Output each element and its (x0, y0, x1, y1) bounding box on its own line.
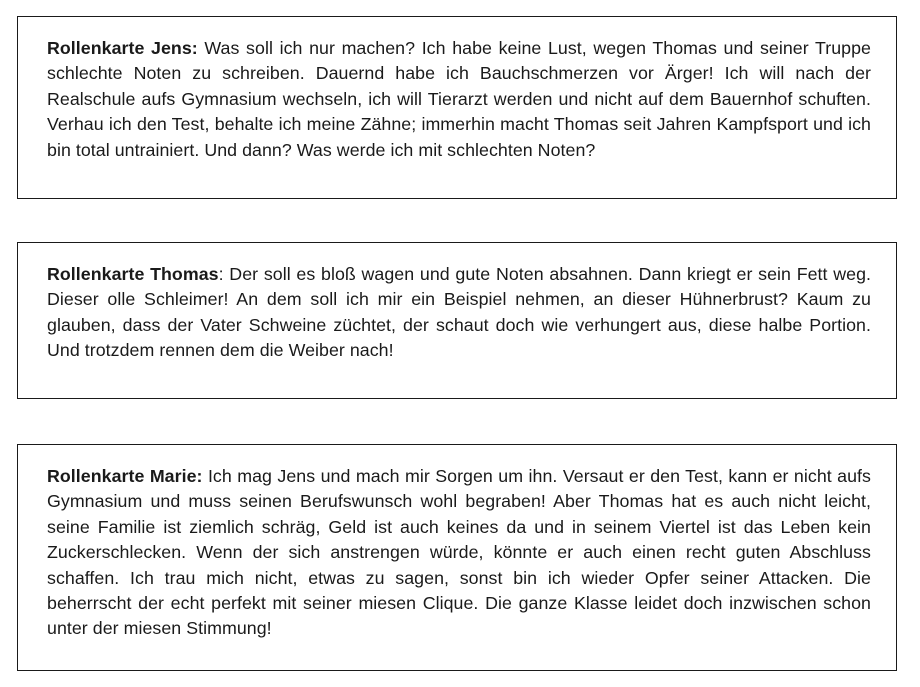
role-card-title: Rollenkarte Thomas (47, 264, 219, 284)
role-card-text (47, 36, 871, 163)
role-card-jens (17, 16, 897, 199)
role-card-text (47, 262, 871, 364)
role-card-thomas (17, 242, 897, 399)
role-card-marie (17, 444, 897, 671)
role-card-body: Ich mag Jens und mach mir Sorgen um ihn. Versaut er den Test, kann er nicht aufs Gymnasium und muss seinen Berufswunsch wohl begraben! Aber Thomas hat es auch nicht leicht, seine Familie ist ziemlich schräg, Geld ist auch keines da und in seinem Viertel ist das Leben kein Zuckerschlecken. Wenn der sich anstrengen würde, könnte er auch einen recht guten Abschluss schaffen. Ich trau mich nicht, etwas zu sagen, sonst bin ich wieder Opfer seiner Attacken. Die beherrscht der echt perfekt mit seiner miesen Clique. Die ganze Klasse leidet doch inzwischen schon unter der miesen Stimmung! (47, 466, 871, 639)
role-card-body: Was soll ich nur machen? Ich habe keine Lust, wegen Thomas und seiner Truppe schlechte Noten zu schreiben. Dauernd habe ich Bauchschmerzen vor Ärger! Ich will nach der Realschule aufs Gymnasium wechseln, ich will Tierarzt werden und nicht auf dem Bauernhof schuften. Verhau ich den Test, behalte ich meine Zähne; immerhin macht Thomas seit Jahren Kampfsport und ich bin total untrainiert. Und dann? Was werde ich mit schlechten Noten? (47, 38, 871, 160)
role-card-title: Rollenkarte Marie: (47, 466, 203, 486)
role-card-text (47, 464, 871, 642)
role-card-body: : Der soll es bloß wagen und gute Noten absahnen. Dann kriegt er sein Fett weg. Dieser olle Schleimer! An dem soll ich mir ein Beispiel nehmen, an dieser Hühnerbrust? Kaum zu glauben, dass der Vater Schweine züchtet, der schaut doch wie verhungert aus, diese halbe Portion. Und trotzdem rennen dem die Weiber nach! (47, 264, 871, 361)
role-card-title: Rollenkarte Jens: (47, 38, 198, 58)
